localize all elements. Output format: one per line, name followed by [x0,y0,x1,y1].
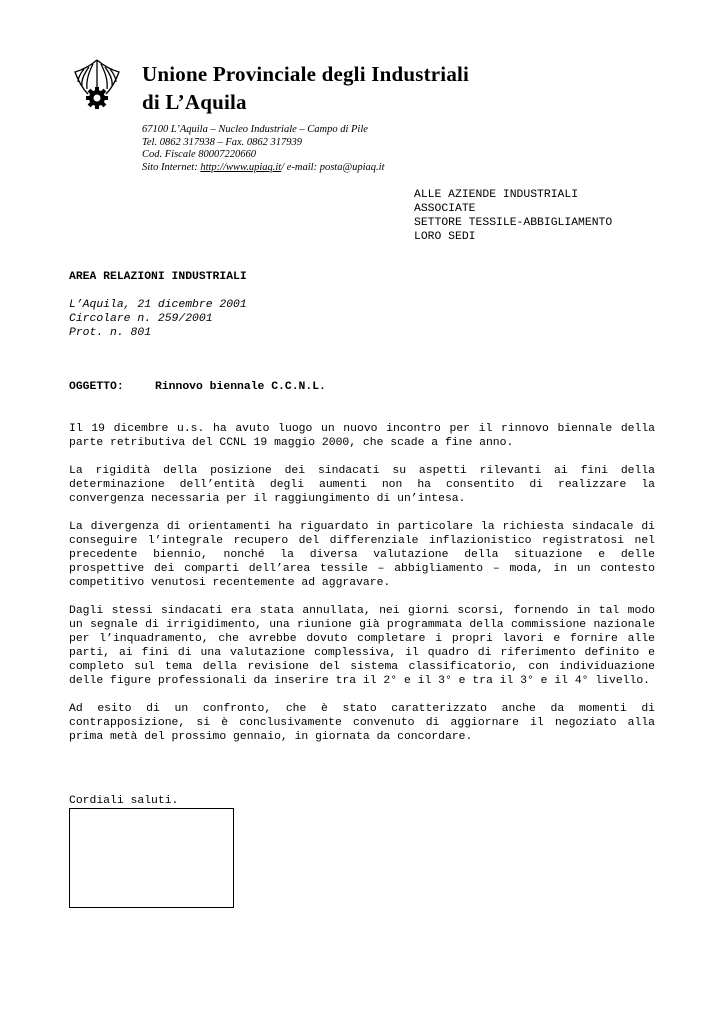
industrial-gear-emblem-icon [72,56,122,110]
body-paragraph: Ad esito di un confronto, che è stato caratterizzato anche da momenti di contrapposizione, si è conclusivamente convenuto di aggiornare il negoziato alla prima metà del prossimo gennaio, in giornata da concordare. [69,703,655,743]
subject-text: Rinnovo biennale C.C.N.L. [155,381,326,393]
recipient-line: LORO SEDI [414,231,476,243]
subject-line [69,380,326,394]
website-label: Sito Internet: [142,161,201,173]
body-paragraph: Il 19 dicembre u.s. ha avuto luogo un nuovo incontro per il rinnovo biennale della parte retributiva del CCNL 19 maggio 2000, che scade a fine anno. [69,423,655,449]
email-address: / e-mail: posta@upiaq.it [281,161,385,173]
organization-contact-info [142,124,385,174]
organization-name-line1: Unione Provinciale degli Industriali [142,62,470,86]
letter-body [69,422,655,758]
web-contact-line [142,162,385,175]
signature-box [69,808,234,908]
place-date: L’Aquila, 21 dicembre 2001 [69,299,247,311]
subject-label: OGGETTO: [69,381,124,393]
body-paragraph: La divergenza di orientamenti ha riguardato in particolare la richiesta sindacale di conseguire l’integrale recupero del differenziale inflazionistico registratosi nel precedente biennio, nonché la diversa valutazione della situazione e delle prospettive dei comparti dell’area tessile – abbigliamento – moda, in un contesto competitivo venutosi recentemente ad aggravare. [69,521,655,589]
organization-name [142,60,469,116]
body-paragraph: La rigidità della posizione dei sindacati su aspetti rilevanti ai fini della determinazione dell’entità degli aumenti non ha consentito di realizzare la convergenza necessaria per il raggiungimento di un’intesa. [69,465,655,505]
fiscal-code: Cod. Fiscale 80007220660 [142,149,257,160]
department-heading: AREA RELAZIONI INDUSTRIALI [69,271,247,283]
recipient-line: ASSOCIATE [414,203,476,215]
recipient-line: SETTORE TESSILE-ABBIGLIAMENTO [414,217,613,229]
organization-name-line2: di L’Aquila [142,90,247,114]
protocol-number: Prot. n. 801 [69,327,152,339]
recipients-block [414,188,612,244]
website-link[interactable]: http://www.upiaq.it [200,161,282,173]
recipient-line: ALLE AZIENDE INDUSTRIALI [414,189,579,201]
body-paragraph: Dagli stessi sindacati era stata annullata, nei giorni scorsi, fornendo in tal modo un segnale di irrigidimento, una riunione già programmata della commissione nazionale per l’inquadramento, che avrebbe dovuto completare i propri lavori e fornire alle parti, ai fini di una valutazione complessiva, il quadro di riferimento definito e completo sul tema della revisione del sistema classificatorio, con individuazione delle figure professionali da inserire tra il 2° e il 3° e tra il 3° e il 4° livello. [69,605,655,687]
document-meta [69,298,247,340]
phone-fax: Tel. 0862 317938 – Fax. 0862 317939 [142,136,303,148]
closing-salutation: Cordiali saluti. [69,795,179,807]
address: 67100 L’Aquila – Nucleo Industriale – Campo di Pile [142,124,368,135]
circular-number: Circolare n. 259/2001 [69,313,213,325]
